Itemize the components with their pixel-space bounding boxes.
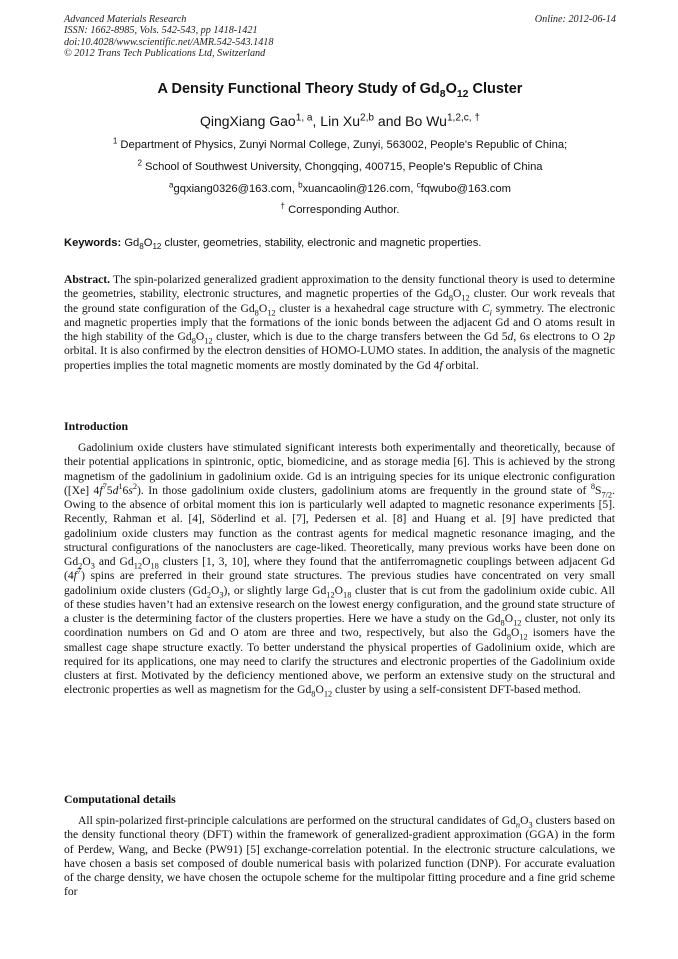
doi-line: doi:10.4028/www.scientific.net/AMR.542-543.1418 (64, 36, 274, 48)
abstract-text: The spin-polarized generalized gradient approximation to the density functional theory is used to determine the geometries, stability, electronic structures, and magnetic properties of the $Gd_8O_{12}$ cluster. Our work reveals that the ground state configuration of the $Gd_8O_{12}$ cluster is a hexahedral cage structure with $C_i$ symmetry. The electronic and magnetic properties imply that the formations of the ionic bonds between the adjacent Gd and O atoms result in the high stability of the $Gd_8O_{12}$ cluster, which is due to the charge transfers between the Gd 5d, 6s electrons to O 2p orbital. It is also confirmed by the electron densities of HOMO-LUMO states. In addition, the analysis of the magnetic properties implies the total magnetic moments are mostly dominated by the Gd 4f orbital. (64, 273, 615, 372)
affiliation-1: $^1$ Department of Physics, Zunyi Normal College, Zunyi, 563002, People's Republic of China; (112, 136, 568, 151)
online-date: Online: 2012-06-14 (534, 14, 616, 25)
introduction-text: Gadolinium oxide clusters have stimulated significant interests both experimentally and theoretically, because of their potential applications in spintronic, optic, biomedicine, and as storage media [6]. This is achieved by the strong magnetism of the gadolinium in gadolinium oxide. Gd is an intriguing species for its unique electronic configuration ([Xe] $4f^75d^16s^2$). In those gadolinium oxide clusters, gadolinium atoms are frequently in the ground state of $^8S_{7/2}$. Owing to the absence of orbital moment this ion is particularly well adapted to magnetic resonance experiments [5]. Recently, Rahman et al. [4], Söderlind et al. [7], Pedersen et al. [8] and Huang et al. [9] have predicted that gadolinium oxide clusters may function as the contrast agents for medical magnetic resonance imaging, and the structural configurations of the nanoclusters are cage-liked. Theoretically, many previous works have been done on $Gd_2O_3$ and $Gd_{12}O_{18}$ clusters [1, 3, 10], where they found that the antiferromagnetic couplings between adjacent Gd $(4f^7)$ spins are preferred in their ground state structures. The previous studies have concentrated on very small gadolinium oxide clusters $(Gd_2O_3)$, or slightly large $Gd_{12}O_{18}$ cluster that is cut from the gadolinium oxide cubic. All of these studies haven’t had an extensive research on the lowest energy configuration, and the ground state structure of a cluster is the determining factor of the clusters properties. Here we have a study on the $Gd_8O_{12}$ cluster, not only its coordination numbers on Gd and O atom are three and two, respectively, but also the $Gd_8O_{12}$ isomers have the smallest cage shape structure exactly. To better understand the physical properties of Gadolinium oxide, which are required for its applications, one may need to clarify the structures and electronic properties of the Gadolinium oxide clusters at first. Motivated by the deficiency mentioned above, we perform an extensive study on the structural and electronic properties as well as magnetism for the $Gd_8O_{12}$ cluster by using a self-consistent DFT-based method. (64, 441, 616, 699)
author-emails: $^a$gqxiang0326@163.com, $^b$xuancaolin@126.com, $^c$fqwubo@163.com (169, 180, 511, 195)
abstract-label: Abstract. (64, 273, 111, 286)
issn-line: ISSN: 1662-8985, Vols. 542-543, pp 1418-1421 (64, 25, 258, 37)
copyright-line: © 2012 Trans Tech Publications Ltd, Switzerland (64, 48, 266, 60)
author-name: and Bo Wu (374, 113, 447, 129)
paper-title: A Density Functional Theory Study of $Gd_8O_{12}$ Cluster (157, 81, 523, 100)
journal-header (64, 14, 616, 60)
keywords: Keywords: $Gd_8O_{12}$ cluster, geometries, stability, electronic and magnetic properties. (64, 237, 482, 252)
keywords-label: Keywords: (64, 237, 122, 249)
journal-name: Advanced Materials Research (64, 14, 187, 25)
corresponding-author: † Corresponding Author. (280, 201, 400, 216)
author-name: QingXiang Gao (199, 113, 296, 129)
section-heading-computational: Computational details (64, 792, 176, 806)
author-list: QingXiang Gao$^{1, a}$, Lin Xu$^{2,b}$ and Bo $Wu^{1,2,c, \dagger}$ (199, 112, 480, 129)
affiliation-2: $^2$ School of Southwest University, Chongqing, 400715, People's Republic of China (137, 158, 543, 173)
abstract (64, 273, 615, 373)
section-heading-introduction: Introduction (64, 419, 129, 433)
author-name: , Lin Xu (312, 113, 361, 129)
computational-text: All spin-polarized first-principle calculations are performed on the structural candidates of $Gd_nO_3$ clusters based on the density functional theory (DFT) within the framework of generalized-gradient approximation (GGA) in the form of Perdew, Wang, and Becke (PW91) [5] exchange-correlation potential. In the electronic structure calculations, we have chosen a basis set composed of double numerical basis with polarized function (DNP). For accurate evaluation of the charge density, we have chosen the octupole scheme for the multipolar fitting procedure and a fine grid scheme for (64, 814, 615, 899)
